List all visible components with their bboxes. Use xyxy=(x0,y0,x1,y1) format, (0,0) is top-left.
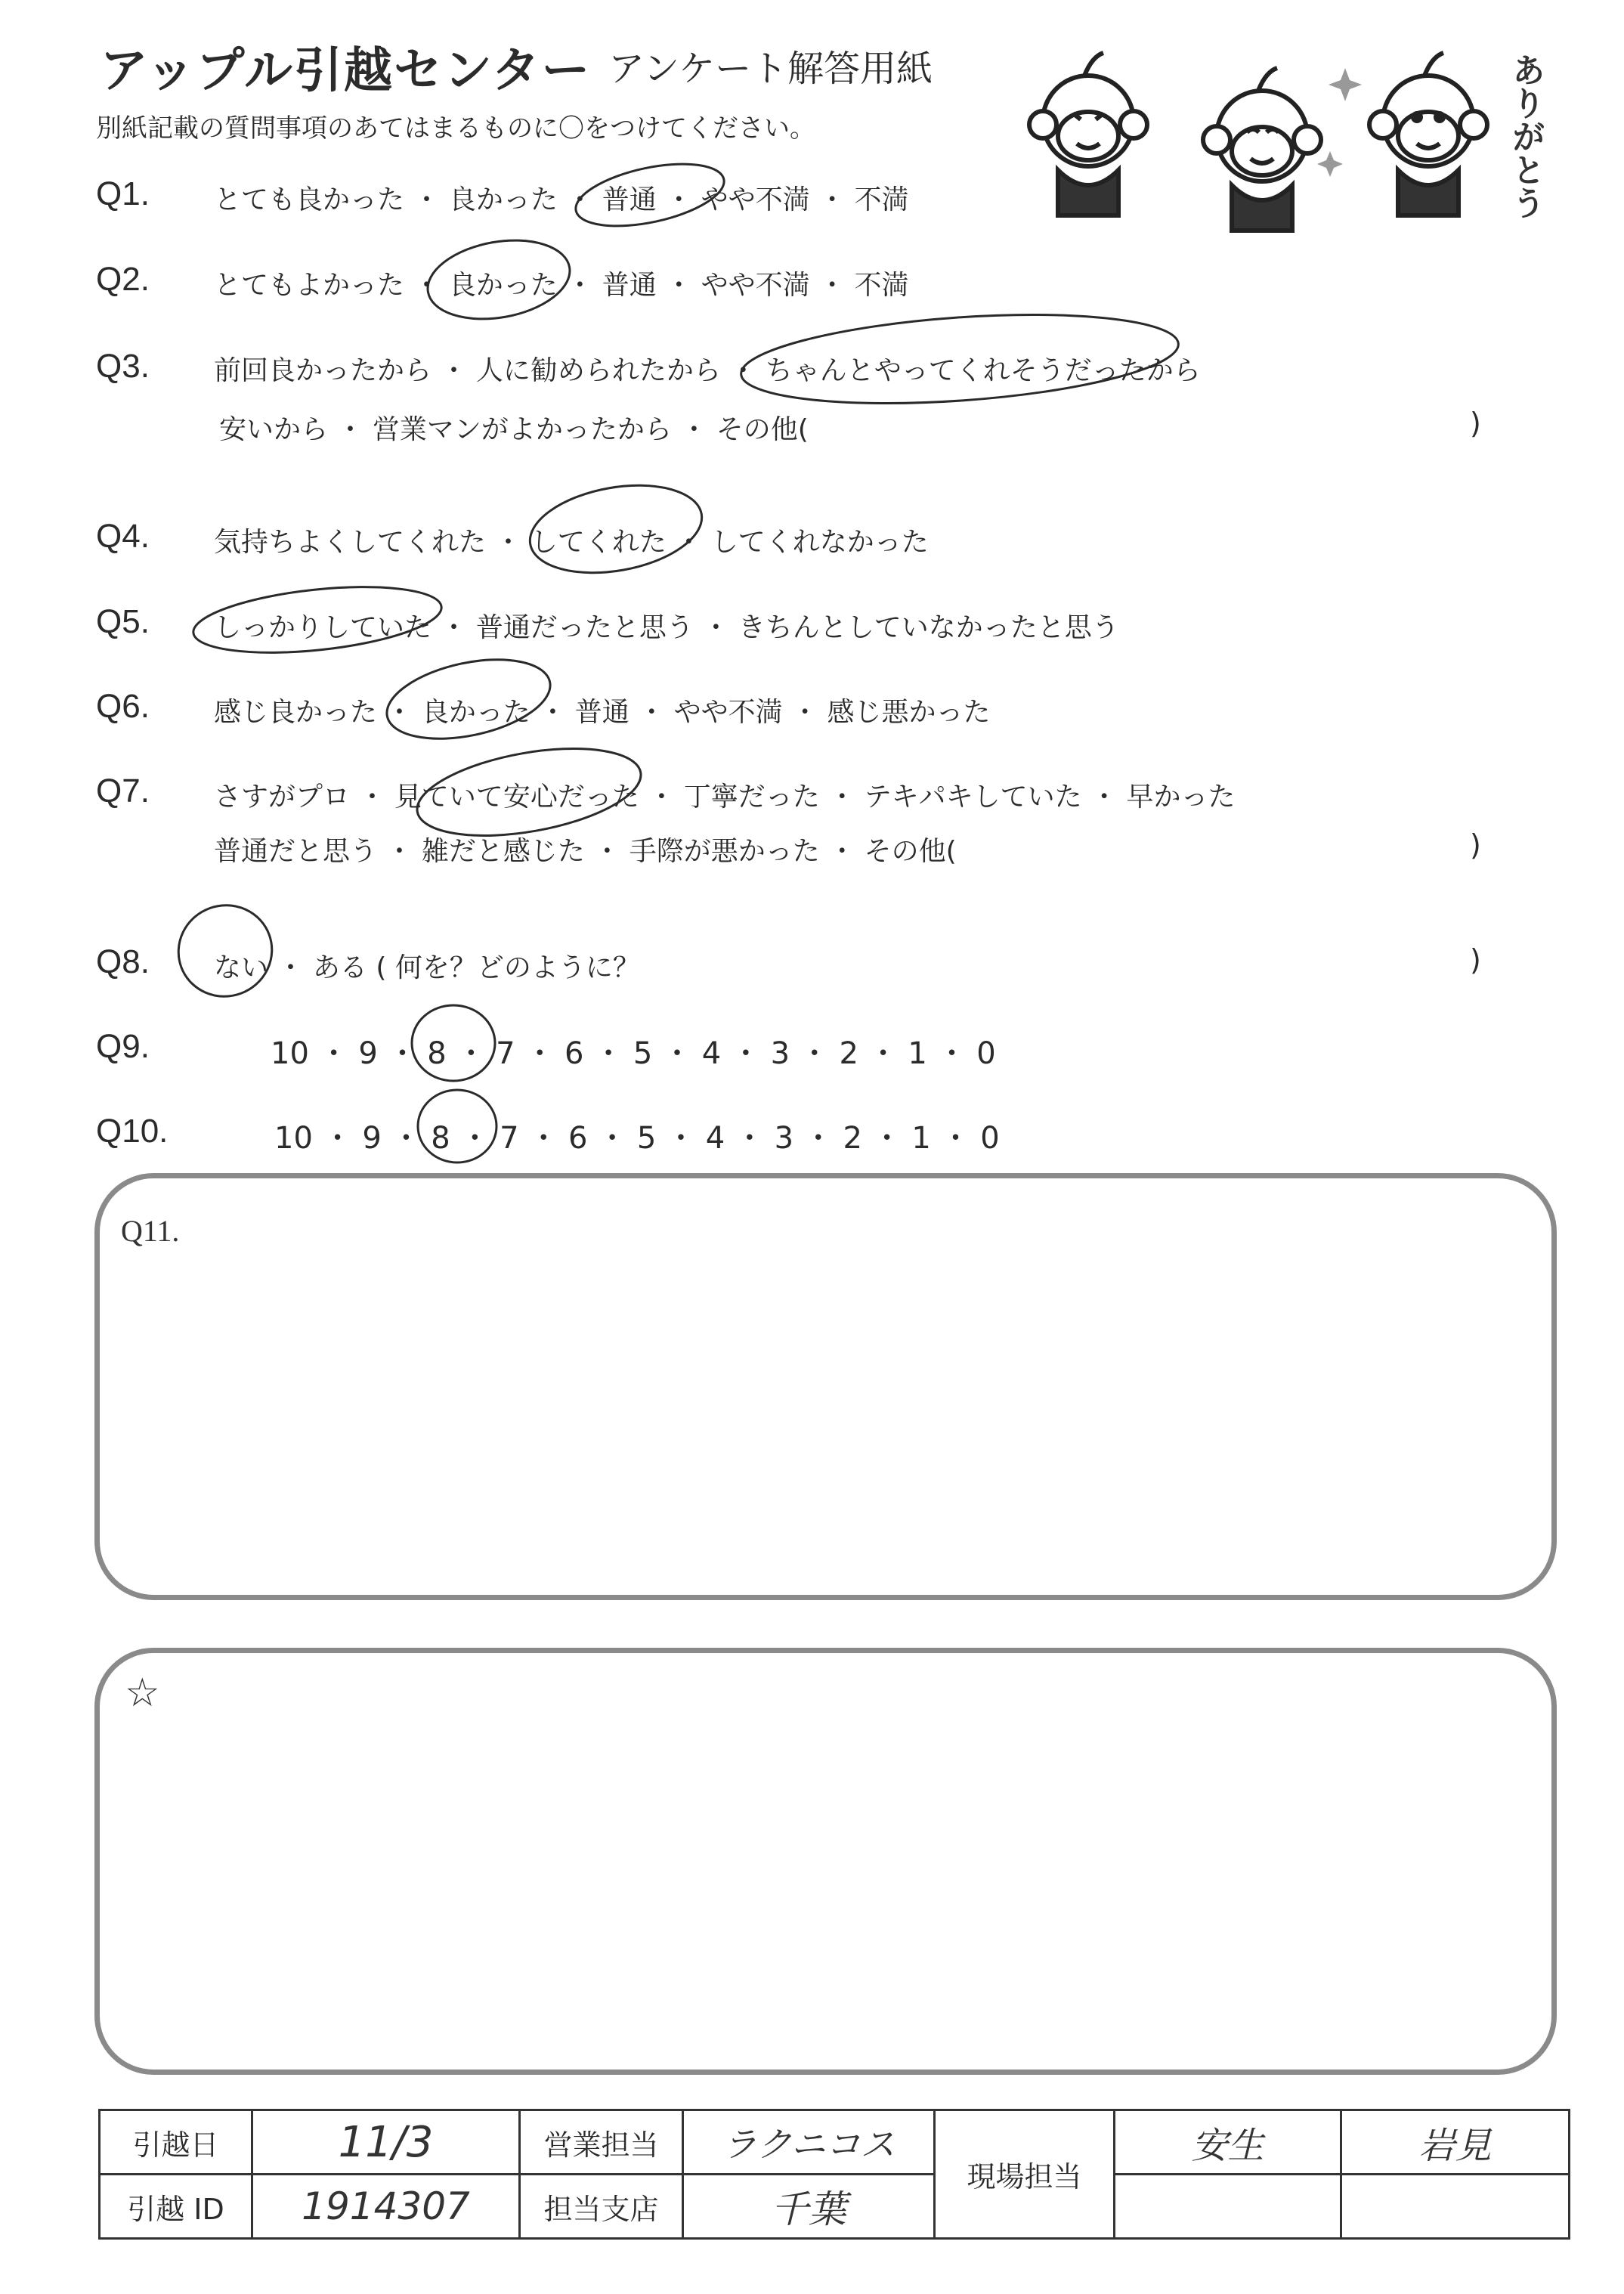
sales-handwritten: ラクニコス xyxy=(722,2124,896,2165)
site-staff-1[interactable] xyxy=(1115,2110,1341,2175)
q1-label: Q1. xyxy=(96,175,150,212)
sales-label: 営業担当 xyxy=(520,2110,683,2175)
site-staff-empty-1[interactable] xyxy=(1115,2175,1341,2239)
q10-label: Q10. xyxy=(96,1113,169,1150)
q3-label: Q3. xyxy=(96,348,150,385)
q11-comment-box[interactable] xyxy=(94,1173,1557,1600)
q8-label: Q8. xyxy=(96,943,150,980)
sales-value[interactable] xyxy=(683,2110,935,2175)
q8-options[interactable]: ない ・ ある ( 何を？どのように？ xyxy=(214,952,640,983)
q5-options[interactable]: しっかりしていた ・ 普通だったと思う ・ きちんとしていなかったと思う xyxy=(214,612,1119,643)
branch-label: 担当支店 xyxy=(520,2175,683,2239)
q2-options[interactable]: とてもよかった ・ 良かった ・ 普通 ・ やや不満 ・ 不満 xyxy=(214,270,909,301)
move-date-handwritten: 11/3 xyxy=(338,2117,434,2167)
star-label: ☆ xyxy=(125,1672,160,1715)
site-staff-2[interactable] xyxy=(1341,2110,1570,2175)
instruction-text: 別紙記載の質問事項のあてはまるものに〇をつけてください。 xyxy=(96,113,815,144)
move-date-label: 引越日 xyxy=(100,2110,252,2175)
q6-options[interactable]: 感じ良かった ・ 良かった ・ 普通 ・ やや不満 ・ 感じ悪かった xyxy=(214,697,991,728)
q3-options-line1[interactable]: 前回良かったから ・ 人に勧められたから ・ ちゃんとやってくれそうだったから xyxy=(214,355,1201,386)
site-staff-2-handwritten: 岩見 xyxy=(1418,2124,1492,2167)
q4-options[interactable]: 気持ちよくしてくれた ・ してくれた ・ してくれなかった xyxy=(214,527,929,558)
q5-label: Q5. xyxy=(96,603,150,640)
form-subtitle: アンケート解答用紙 xyxy=(608,48,933,90)
q8-close-paren: ) xyxy=(1470,943,1481,977)
q7-label: Q7. xyxy=(96,772,150,810)
thanks-text: ありがとう xyxy=(1506,53,1545,219)
move-id-value[interactable] xyxy=(252,2175,520,2239)
info-table xyxy=(98,2109,1570,2240)
site-staff-1-handwritten: 安生 xyxy=(1191,2124,1264,2167)
q3-options-line2[interactable]: 安いから ・ 営業マンがよかったから ・ その他( xyxy=(219,414,809,445)
q7-options-line1[interactable]: さすがプロ ・ 見ていて安心だった ・ 丁寧だった ・ テキパキしていた ・ 早かった xyxy=(214,782,1236,813)
move-id-label: 引越 ID xyxy=(100,2175,252,2239)
move-date-value[interactable] xyxy=(252,2110,520,2175)
branch-value[interactable] xyxy=(683,2175,935,2239)
q2-label: Q2. xyxy=(96,261,150,298)
q6-label: Q6. xyxy=(96,688,150,725)
q7-options-line2[interactable]: 普通だと思う ・ 雑だと感じた ・ 手際が悪かった ・ その他( xyxy=(214,836,957,867)
branch-handwritten: 千葉 xyxy=(771,2187,846,2231)
q9-label: Q9. xyxy=(96,1028,150,1065)
site-staff-empty-2[interactable] xyxy=(1341,2175,1570,2239)
monkey-mascot-illustration xyxy=(1013,38,1542,242)
q9-score-options[interactable]: 10 ・ 9 ・ 8 ・ 7 ・ 6 ・ 5 ・ 4 ・ 3 ・ 2 ・ 1 ・ 0 xyxy=(271,1036,996,1071)
move-id-handwritten: 1914307 xyxy=(302,2184,470,2228)
q3-close-paren: ) xyxy=(1470,407,1481,440)
site-label: 現場担当 xyxy=(935,2110,1115,2239)
company-title: アップル引越センター xyxy=(100,43,592,99)
q7-close-paren: ) xyxy=(1470,828,1481,862)
q4-label: Q4. xyxy=(96,518,150,555)
q10-score-options[interactable]: 10 ・ 9 ・ 8 ・ 7 ・ 6 ・ 5 ・ 4 ・ 3 ・ 2 ・ 1 ・ 0 xyxy=(274,1121,1000,1156)
q1-options[interactable]: とても良かった ・ 良かった ・ 普通 ・ やや不満 ・ 不満 xyxy=(214,184,909,215)
q11-label: Q11. xyxy=(121,1214,180,1248)
star-comment-box[interactable] xyxy=(94,1648,1557,2075)
